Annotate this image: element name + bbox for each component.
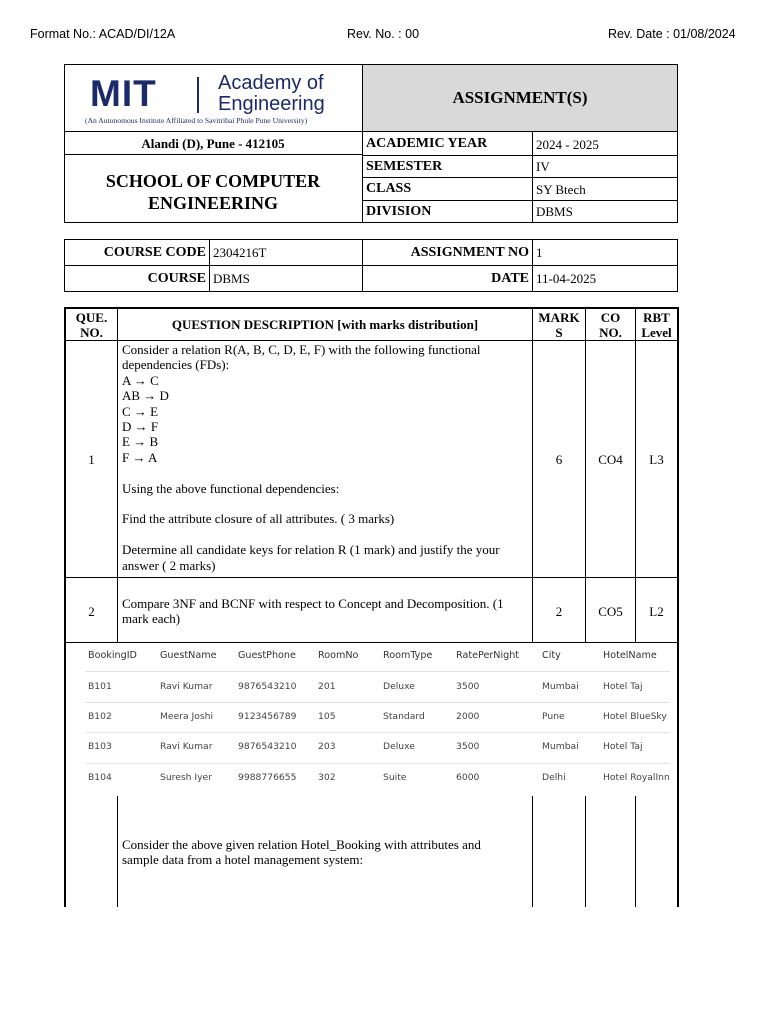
que-no-header-line1: QUE. (75, 310, 108, 325)
booking-table-header: RoomType (383, 650, 433, 661)
que-no-header-line2: NO. (80, 325, 103, 340)
question-1-co: CO4 (598, 452, 623, 467)
school-name-line1: SCHOOL OF COMPUTER (105, 171, 321, 191)
booking-table-cell: Hotel BlueSky (603, 711, 667, 722)
booking-table-header: BookingID (88, 650, 137, 661)
booking-table-cell: 3500 (456, 741, 480, 752)
booking-table-header: City (542, 650, 561, 661)
booking-table-cell: Hotel Taj (603, 681, 643, 692)
booking-table-cell: B104 (88, 772, 112, 783)
date-label: DATE (491, 271, 529, 286)
logo-mit: MIT (90, 73, 157, 114)
logo-tagline: (An Autonomous Institute Affiliated to Savitribai Phule Pune University) (85, 116, 308, 125)
marks-header-line1: MARK (538, 310, 580, 325)
format-number: Format No.: ACAD/DI/12A (30, 27, 176, 41)
booking-table-cell: 105 (318, 711, 336, 722)
booking-table-cell: Standard (383, 711, 425, 722)
booking-table-cell: Delhi (542, 772, 566, 783)
course-value: DBMS (213, 271, 250, 286)
date-value: 11-04-2025 (536, 271, 597, 286)
booking-table-cell: Hotel RoyalInn (603, 772, 670, 783)
rbt-header-line1: RBT (643, 310, 670, 325)
school-name-line2: ENGINEERING (147, 193, 279, 213)
booking-table-cell: Deluxe (383, 741, 415, 752)
assignment-no-value: 1 (536, 245, 543, 260)
booking-table-cell: Ravi Kumar (160, 741, 213, 752)
question-1-text: Consider a relation R(A, B, C, D, E, F) with the following functional dependencies (FDs): A → C AB → D C → E D → F E → B F → A Using the above functional dependencies: Find the attribute closure of all attributes. ( 3 marks) Determine all candidate keys for relation R (1 mark) and justify the your answer ( 2 marks) (122, 342, 500, 573)
logo-academy-line2: Engineering (218, 93, 325, 115)
booking-table-cell: Hotel Taj (603, 741, 643, 752)
semester-label: SEMESTER (366, 159, 443, 174)
booking-table-cell: 6000 (456, 772, 480, 783)
division-label: DIVISION (366, 204, 432, 219)
booking-table-cell: 3500 (456, 681, 480, 692)
revision-number: Rev. No. : 00 (347, 27, 420, 41)
co-header-line2: NO. (599, 325, 622, 340)
booking-table-cell: Mumbai (542, 681, 579, 692)
booking-table-cell: 201 (318, 681, 336, 692)
booking-table-cell: 9876543210 (238, 741, 297, 752)
academic-year-label: ACADEMIC YEAR (366, 136, 488, 151)
booking-table-cell: Suite (383, 772, 407, 783)
question-2-number: 2 (88, 604, 95, 619)
booking-table-cell: B103 (88, 741, 112, 752)
question-1-rbt: L3 (649, 452, 664, 467)
booking-table-cell: B102 (88, 711, 112, 722)
booking-table-header: GuestPhone (238, 650, 296, 661)
rbt-header-line2: Level (641, 325, 672, 340)
assignment-no-label: ASSIGNMENT NO (410, 245, 529, 260)
booking-table-header: RatePerNight (456, 650, 520, 661)
course-label: COURSE (147, 271, 206, 286)
question-1-marks: 6 (555, 452, 563, 467)
co-header-line1: CO (600, 310, 621, 325)
course-code-value: 2304216T (213, 245, 267, 260)
booking-table-cell: 9988776655 (238, 772, 297, 783)
booking-table-cell: 203 (318, 741, 336, 752)
academic-year-value: 2024 - 2025 (536, 137, 599, 152)
question-1-number: 1 (88, 452, 95, 467)
booking-table-cell: 2000 (456, 711, 480, 722)
booking-table-cell: Pune (542, 711, 565, 722)
booking-table-header: HotelName (603, 650, 657, 661)
booking-table-cell: Meera Joshi (160, 711, 214, 722)
marks-header-line2: S (555, 325, 563, 340)
revision-date: Rev. Date : 01/08/2024 (608, 27, 736, 41)
division-value: DBMS (536, 204, 573, 219)
description-header: QUESTION DESCRIPTION [with marks distribution] (171, 317, 479, 332)
semester-value: IV (536, 159, 550, 174)
booking-table-cell: 9123456789 (238, 711, 297, 722)
booking-table-cell: B101 (88, 681, 112, 692)
question-2-co: CO5 (598, 604, 623, 619)
logo-academy-line1: Academy of (218, 72, 324, 94)
page-title: ASSIGNMENT(S) (452, 88, 588, 107)
booking-table-header: RoomNo (318, 650, 359, 661)
question-2-marks: 2 (555, 604, 563, 619)
logo-divider (197, 77, 199, 113)
question-2-rbt: L2 (649, 604, 664, 619)
booking-table-header: GuestName (160, 650, 217, 661)
booking-table-cell: Suresh Iyer (160, 772, 212, 783)
booking-table-cell: 9876543210 (238, 681, 297, 692)
class-value: SY Btech (536, 182, 586, 197)
question-3-text: Consider the above given relation Hotel_Booking with attributes and sample data from a hotel management system: (122, 837, 481, 868)
booking-table-cell: Deluxe (383, 681, 415, 692)
booking-table-image (66, 643, 677, 796)
class-label: CLASS (366, 181, 412, 196)
booking-table-cell: Mumbai (542, 741, 579, 752)
institute-address: Alandi (D), Pune - 412105 (141, 136, 285, 151)
question-2-text: Compare 3NF and BCNF with respect to Concept and Decomposition. (1 mark each) (122, 596, 504, 627)
course-code-label: COURSE CODE (103, 245, 206, 260)
booking-table-cell: 302 (318, 772, 336, 783)
booking-table-cell: Ravi Kumar (160, 681, 213, 692)
